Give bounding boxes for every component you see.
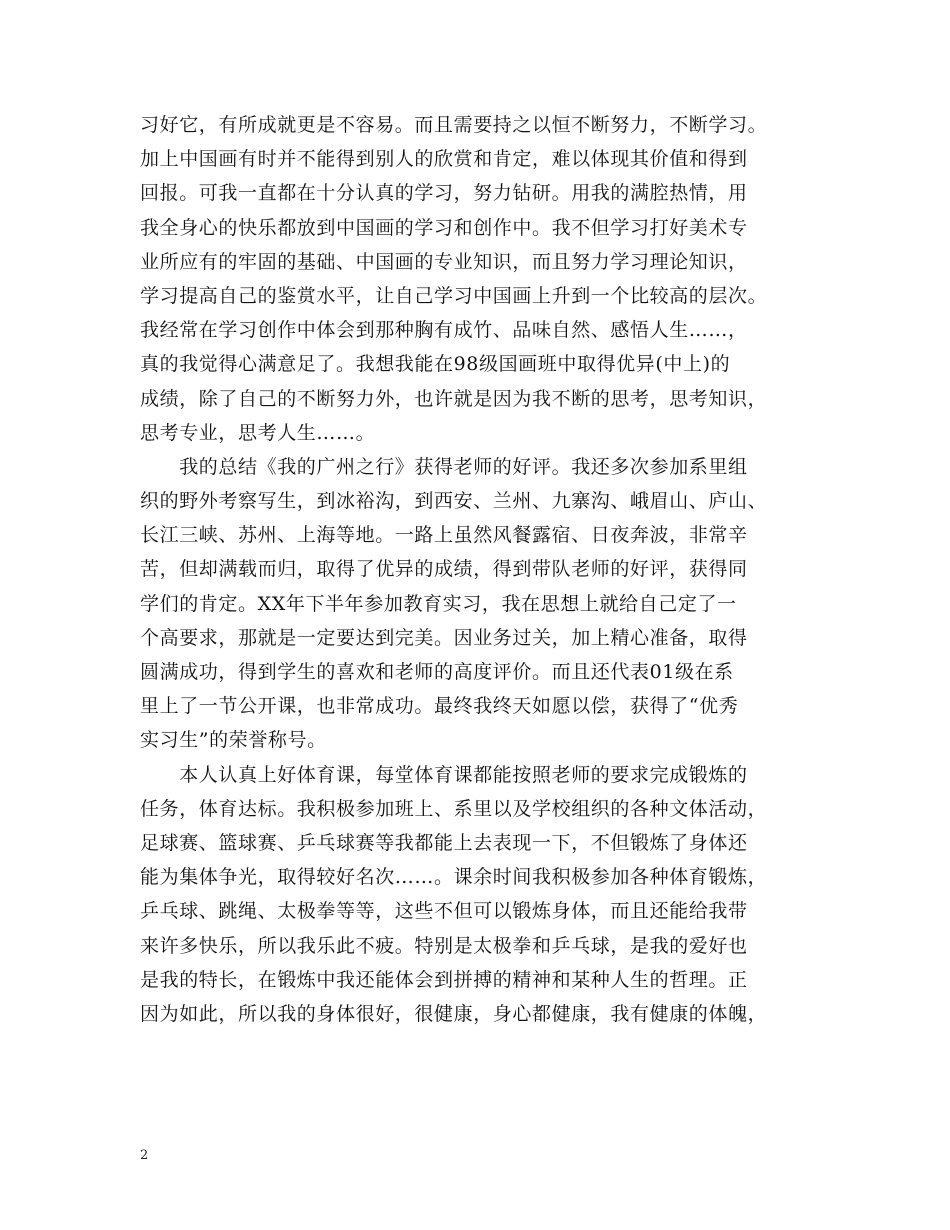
text-line: 我经常在学习创作中体会到那种胸有成竹、品味自然、感悟人生……，: [140, 319, 748, 342]
text-line: 里上了一节公开课，也非常成功。最终我终天如愿以偿，获得了“优秀: [140, 695, 739, 718]
text-line: 加上中国画有时并不能得到别人的欣赏和肯定，难以体现其价值和得到: [140, 148, 748, 171]
text-line: 真的我觉得心满意足了。我想我能在98级国画班中取得优异(中上)的: [140, 353, 731, 376]
text-line: 乒乓球、跳绳、太极拳等等，这些不但可以锻炼身体，而且还能给我带: [140, 900, 748, 923]
text-line: 本人认真上好体育课，每堂体育课都能按照老师的要求完成锻炼的: [140, 763, 748, 786]
text-line: 苦，但却满载而归，取得了优异的成绩，得到带队老师的好评，获得同: [140, 558, 748, 581]
text-line: 是我的特长，在锻炼中我还能体会到拼搏的精神和某种人生的哲理。正: [140, 968, 748, 991]
text-line: 业所应有的牢固的基础、中国画的专业知识，而且努力学习理论知识，: [140, 250, 748, 273]
text-line: 我全身心的快乐都放到中国画的学习和创作中。我不但学习打好美术专: [140, 216, 748, 239]
text-line: 习好它，有所成就更是不容易。而且需要持之以恒不断努力，不断学习。: [140, 114, 768, 136]
text-line: 任务，体育达标。我积极参加班上、系里以及学校组织的各种文体活动，: [140, 797, 768, 820]
text-line: 学们的肯定。XX年下半年参加教育实习，我在思想上就给自己定了一: [140, 592, 737, 615]
text-line: 我的总结《我的广州之行》获得老师的好评。我还多次参加系里组: [140, 455, 748, 478]
text-line: 学习提高自己的鉴赏水平，让自己学习中国画上升到一个比较高的层次。: [140, 284, 768, 307]
text-line: 实习生”的荣誉称号。: [140, 729, 327, 752]
text-line: 回报。可我一直都在十分认真的学习，努力钻研。用我的满腔热情，用: [140, 182, 748, 205]
text-line: 因为如此，所以我的身体很好，很健康，身心都健康，我有健康的体魄，: [140, 1002, 768, 1025]
text-line: 来许多快乐，所以我乐此不疲。特别是太极拳和乒乓球，是我的爱好也: [140, 934, 748, 957]
text-line: 成绩，除了自己的不断努力外，也许就是因为我不断的思考，思考知识，: [140, 387, 768, 410]
text-line: 个高要求，那就是一定要达到完美。因业务过关，加上精心准备，取得: [140, 626, 748, 649]
text-line: 长江三峡、苏州、上海等地。一路上虽然风餐露宿、日夜奔波，非常辛: [140, 524, 748, 547]
body-text: [140, 108, 830, 1031]
page-number: 2: [140, 1148, 149, 1163]
text-line: 思考专业，思考人生……。: [140, 421, 376, 444]
text-line: 足球赛、篮球赛、乒乓球赛等我都能上去表现一下，不但锻炼了身体还: [140, 831, 748, 854]
text-line: 能为集体争光，取得较好名次……。课余时间我积极参加各种体育锻炼，: [140, 866, 768, 889]
text-line: 圆满成功，得到学生的喜欢和老师的高度评价。而且还代表01级在系: [140, 661, 734, 683]
text-line: 织的野外考察写生，到冰裕沟，到西安、兰州、九寨沟、峨眉山、庐山、: [140, 490, 768, 513]
